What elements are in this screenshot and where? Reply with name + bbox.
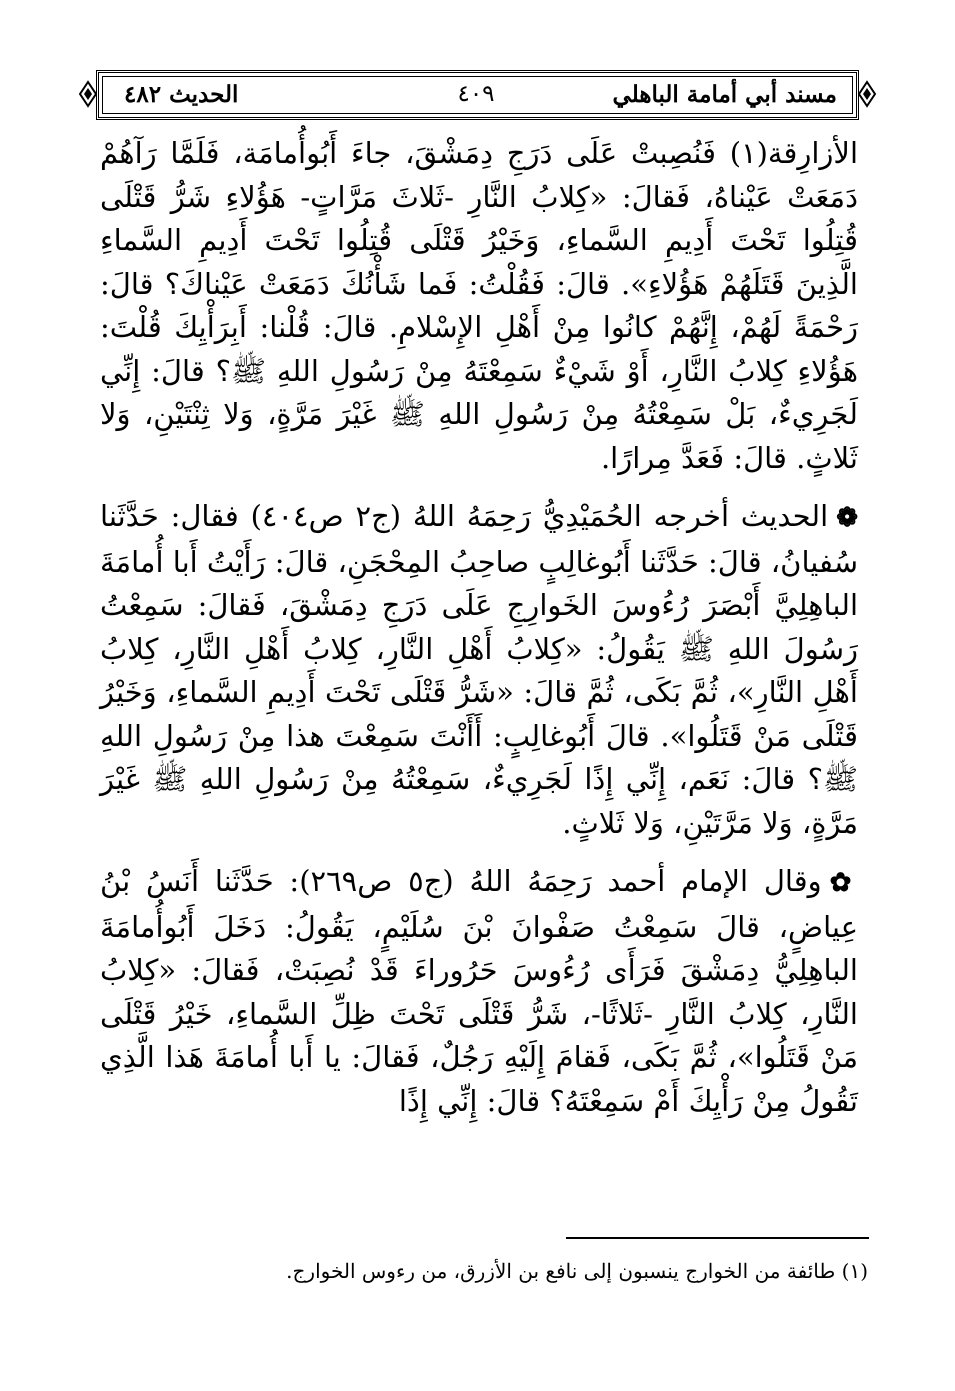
paragraph-2: [100, 495, 858, 845]
flower-bullet-icon: ✿: [829, 868, 858, 898]
footnote: (١) طائفة من الخوارج ينسبون إلى نافع بن الأزرق، من رءوس الخوارج.: [286, 1259, 868, 1283]
page-number: ٤٠٩: [457, 81, 495, 107]
paragraph-text: الأزارِقة(١) فَنُصِبتْ عَلَى دَرَجِ دِمَشْقَ، جاءَ أَبُوأُمامَة، فَلَمَّا رَآهُمْ دَمَعَتْ عَيْناهُ، فَقالَ: «كِلابُ النَّارِ -ثَلاثَ مَرَّاتٍ- هَؤُلاءِ شَرُّ قَتْلَى قُتِلُوا تَحْتَ أَدِيمِ السَّماءِ، وَخَيْرُ قَتْلَى قُتِلُوا تَحْتَ أَدِيمِ السَّماءِ الَّذِينَ قَتَلَهُمْ هَؤُلاءِ». قالَ: فَقُلْتُ: فَما شَأْنُكَ دَمَعَتْ عَيْناكَ؟ قالَ: رَحْمَةً لَهُمْ، إِنَّهُمْ كانُوا مِنْ أَهْلِ الإِسْلامِ. قالَ: قُلْنا: أَبِرَأْيِكَ قُلْتَ: هَؤُلاءِ كِلابُ النَّارِ، أَوْ شَيْءٌ سَمِعْتَهُ مِنْ رَسُولِ اللهِ ﷺ؟ قالَ: إِنِّي لَجَرِيءٌ، بَلْ سَمِعْتُهُ مِنْ رَسُولِ اللهِ ﷺ غَيْرَ مَرَّةٍ، وَلا ثِنْتَيْنِ، وَلا ثَلاثٍ. قالَ: فَعَدَّ مِرارًا.: [100, 136, 858, 475]
book-title: مسند أبي أمامة الباهلي: [612, 81, 837, 108]
main-text: [100, 132, 858, 1123]
footnote-separator: [566, 1237, 869, 1239]
running-header: [76, 70, 879, 120]
paragraph-1: [100, 132, 858, 480]
paragraph-3: [100, 860, 858, 1123]
header-ornament-left-icon: [76, 79, 100, 109]
flower-bullet-icon: ❁: [836, 503, 858, 533]
paragraph-text: الحديث أخرجه الحُمَيْدِيُّ رَحِمَهُ اللهُ (ج٢ ص٤٠٤) فقال: حَدَّثَنا سُفيانُ، قالَ: حَدَّثَنا أَبُوغالِبٍ صاحِبُ المِحْجَنِ، قالَ: رَأَيْتُ أَبا أُمامَةَ الباهِلِيَّ أَبْصَرَ رُءُوسَ الخَوارِجِ عَلَى دَرَجِ دِمَشْقَ، فَقالَ: سَمِعْتُ رَسُولَ اللهِ ﷺ يَقُولُ: «كِلابُ أَهْلِ النَّارِ، كِلابُ أَهْلِ النَّارِ، كِلابُ أَهْلِ النَّارِ»، ثُمَّ بَكَى، ثُمَّ قالَ: «شَرُّ قَتْلَى تَحْتَ أَدِيمِ السَّماءِ، وَخَيْرُ قَتْلَى مَنْ قَتَلُوا». قالَ أَبُوغالِبٍ: أَأَنْتَ سَمِعْتَ هذا مِنْ رَسُولِ اللهِ ﷺ؟ قالَ: نَعَم، إِنِّي إِذًا لَجَرِيءٌ، سَمِعْتُهُ مِنْ رَسُولِ اللهِ ﷺ غَيْرَ مَرَّةٍ، وَلا مَرَّتَيْنِ، وَلا ثَلاثٍ.: [100, 499, 858, 840]
header-ornament-right-icon: [855, 79, 879, 109]
paragraph-text: وقال الإمام أحمد رَحِمَهُ اللهُ (ج٥ ص٢٦٩): حَدَّثَنا أَنَسُ بْنُ عِياضٍ، قالَ سَمِعْتُ صَفْوانَ بْنَ سُلَيْمٍ، يَقُولُ: دَخَلَ أَبُوأُمامَةَ الباهِلِيُّ دِمَشْقَ فَرَأَى رُءُوسَ حَرُوراءَ قَدْ نُصِبَتْ، فَقالَ: «كِلابُ النَّارِ، كِلابُ النَّارِ -ثَلاثًا-، شَرُّ قَتْلَى تَحْتَ ظِلِّ السَّماءِ، خَيْرُ قَتْلَى مَنْ قَتَلُوا»، ثُمَّ بَكَى، فَقامَ إِلَيْهِ رَجُلٌ، فَقالَ: يا أَبا أُمامَةَ هَذا الَّذِي تَقُولُ مِنْ رَأْيِكَ أَمْ سَمِعْتَهُ؟ قالَ: إِنِّي إِذًا: [100, 864, 858, 1118]
hadith-label: الحديث ٤٨٢: [124, 81, 239, 108]
